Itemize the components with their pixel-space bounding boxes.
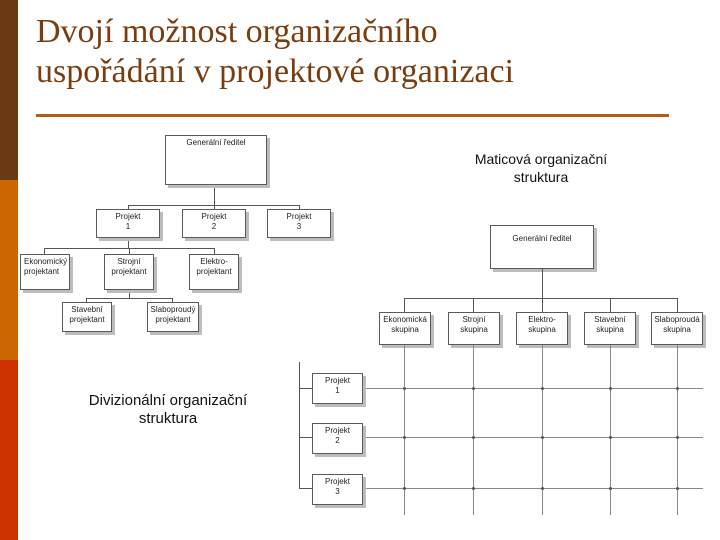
caption-line-2: struktura	[513, 169, 569, 185]
connector	[299, 488, 312, 489]
box-label: projektant	[196, 267, 232, 276]
box-label: Projekt	[201, 212, 227, 221]
sidebar-band-bottom	[0, 360, 18, 540]
divisional-role-box	[104, 254, 154, 290]
connector	[299, 437, 312, 438]
connector	[404, 298, 678, 299]
matrix-grid-line	[363, 488, 703, 489]
box-label: Slaboproudý	[150, 305, 196, 314]
box-label: Projekt	[286, 212, 312, 221]
title-line-1: Dvojí možnost organizačního	[36, 13, 438, 50]
grid-node	[541, 387, 544, 390]
box-label: Projekt	[325, 376, 350, 385]
connector	[86, 298, 172, 299]
divisional-caption	[60, 392, 276, 428]
box-number: 3	[335, 487, 340, 496]
connector	[128, 238, 129, 248]
matrix-project-box	[312, 373, 363, 404]
box-label: Elektro-	[528, 315, 556, 324]
connector	[214, 185, 215, 205]
matrix-grid-line	[363, 388, 703, 389]
box-label: skupina	[460, 325, 488, 334]
box-label: Strojní	[117, 257, 141, 266]
box-number: 1	[125, 222, 131, 231]
connector	[129, 290, 130, 298]
connector	[542, 298, 543, 312]
grid-node	[676, 387, 679, 390]
box-label: skupina	[596, 325, 624, 334]
matrix-project-box	[312, 423, 363, 454]
connector	[299, 362, 300, 488]
box-label: Generální ředitel	[512, 234, 572, 243]
box-label: skupina	[528, 325, 556, 334]
box-label: Strojní	[462, 315, 486, 324]
matrix-group-box	[584, 312, 636, 345]
box-number: 2	[211, 222, 217, 231]
box-label: projektant	[155, 315, 191, 324]
matrix-group-box	[379, 312, 431, 345]
matrix-group-box	[516, 312, 568, 345]
grid-node	[472, 387, 475, 390]
matrix-project-box	[312, 474, 363, 505]
grid-node	[403, 487, 406, 490]
box-label: Stavební	[71, 305, 103, 314]
caption-line-1: Maticová organizační	[474, 151, 608, 167]
matrix-caption	[446, 150, 636, 186]
grid-node	[403, 387, 406, 390]
matrix-group-box	[448, 312, 500, 345]
grid-node	[609, 487, 612, 490]
box-label: projektant	[69, 315, 105, 324]
divisional-role-box	[189, 254, 239, 290]
box-label: Projekt	[325, 477, 350, 486]
grid-node	[676, 487, 679, 490]
box-label: Generální ředitel	[186, 138, 246, 147]
box-label: Stavební	[594, 315, 626, 324]
slide-title	[36, 12, 696, 92]
grid-node	[403, 436, 406, 439]
grid-node	[541, 487, 544, 490]
title-line-2: uspořádání v projektové organizaci	[36, 53, 515, 90]
grid-node	[609, 387, 612, 390]
box-label: Ekonomický	[24, 257, 68, 266]
divisional-ceo-box	[165, 135, 267, 185]
divisional-project-box	[267, 209, 331, 238]
divisional-role-box	[20, 254, 70, 290]
title-underline	[36, 114, 669, 117]
box-label: projektant	[24, 267, 60, 276]
connector	[610, 298, 611, 312]
sidebar-band-middle	[0, 180, 18, 360]
grid-node	[541, 436, 544, 439]
box-number: 1	[335, 386, 340, 395]
grid-node	[472, 436, 475, 439]
sidebar-band-top	[0, 0, 18, 180]
connector	[677, 298, 678, 312]
divisional-role-box	[62, 302, 112, 332]
box-number: 3	[296, 222, 302, 231]
connector	[299, 388, 312, 389]
divisional-project-box	[182, 209, 246, 238]
box-label: skupina	[663, 325, 691, 334]
matrix-ceo-box	[490, 225, 594, 269]
connector	[542, 269, 543, 298]
grid-node	[609, 436, 612, 439]
box-label: Slaboproudá	[654, 315, 700, 324]
matrix-group-box	[651, 312, 703, 345]
box-label: projektant	[111, 267, 147, 276]
grid-node	[676, 436, 679, 439]
caption-line-2: struktura	[138, 410, 198, 427]
box-number: 2	[335, 436, 340, 445]
connector	[404, 298, 405, 312]
connector	[473, 298, 474, 312]
box-label: skupina	[391, 325, 419, 334]
box-label: Projekt	[115, 212, 141, 221]
grid-node	[472, 487, 475, 490]
divisional-role-box	[147, 302, 199, 332]
matrix-grid-line	[363, 437, 703, 438]
divisional-project-box	[96, 209, 160, 238]
box-label: Projekt	[325, 426, 350, 435]
box-label: Elektro-	[200, 257, 228, 266]
caption-line-1: Divizionální organizační	[88, 392, 248, 409]
box-label: Ekonomická	[383, 315, 427, 324]
